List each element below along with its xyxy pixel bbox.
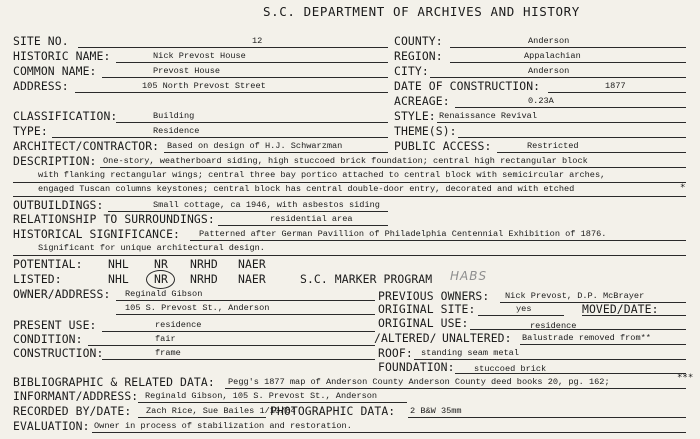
description-label: DESCRIPTION:	[13, 154, 97, 168]
unaltered-line	[520, 344, 686, 345]
common-name-value: Prevost House	[153, 66, 221, 76]
listed-nr-circle	[146, 270, 175, 289]
evaluation-line	[92, 432, 686, 433]
classification-line	[116, 122, 388, 123]
city-value: Anderson	[528, 66, 570, 76]
region-label: REGION:	[394, 49, 443, 63]
previous-owners-label: PREVIOUS OWNERS:	[378, 289, 490, 303]
historical-significance-label: HISTORICAL SIGNIFICANCE:	[13, 227, 180, 241]
bibliographic-line	[225, 388, 686, 389]
style-label: STYLE:	[394, 109, 436, 123]
date-of-construction-line	[548, 92, 686, 93]
region-line	[450, 62, 686, 63]
owner-name-value: Reginald Gibson	[125, 289, 203, 299]
photographic-data-label: PHOTOGRAPHIC DATA:	[270, 404, 396, 418]
description-footnote-mark: *	[680, 183, 686, 193]
themes-line	[458, 137, 686, 138]
recorded-by-label: RECORDED BY/DATE:	[13, 404, 132, 418]
acreage-line	[455, 107, 686, 108]
site-no-value: 12	[252, 36, 263, 46]
historical-significance-rule-2	[13, 255, 686, 256]
outbuildings-value: Small cottage, ca 1946, with asbestos siding	[153, 200, 380, 210]
relationship-line	[218, 225, 388, 226]
type-value: Residence	[153, 126, 200, 136]
type-line	[52, 137, 388, 138]
architect-value: Based on design of H.J. Schwarzman	[167, 141, 343, 151]
county-value: Anderson	[528, 36, 570, 46]
bibliographic-value: Pegg's 1877 map of Anderson County Anderson County deed books 20, pg. 162;	[228, 377, 610, 387]
site-no-line	[78, 47, 388, 48]
original-use-value: residence	[530, 321, 577, 331]
condition-value: fair	[155, 334, 176, 344]
construction-value: frame	[155, 348, 181, 358]
bibliographic-label: BIBLIOGRAPHIC & RELATED DATA:	[13, 375, 215, 389]
condition-label: CONDITION:	[13, 332, 83, 346]
owner-address-value: 105 S. Prevost St., Anderson	[125, 303, 270, 313]
original-use-label: ORIGINAL USE:	[378, 316, 469, 330]
relationship-label: RELATIONSHIP TO SURROUNDINGS:	[13, 212, 215, 226]
moved-date-line	[582, 315, 686, 316]
previous-owners-value: Nick Prevost, D.P. McBrayer	[505, 291, 645, 301]
owner-address-line-1	[116, 300, 375, 301]
address-label: ADDRESS:	[13, 79, 69, 93]
type-label: TYPE:	[13, 124, 48, 138]
habs-handwritten-note: HABS	[450, 269, 488, 283]
listed-nrhd: NRHD	[190, 272, 218, 286]
city-line	[430, 77, 686, 78]
altered-label: /ALTERED/	[374, 331, 437, 345]
listed-label: LISTED:	[13, 272, 62, 286]
address-value: 105 North Prevost Street	[142, 81, 266, 91]
outbuildings-label: OUTBUILDINGS:	[13, 198, 104, 212]
listed-nr: NR	[154, 272, 168, 286]
relationship-value: residential area	[270, 214, 353, 224]
roof-line	[414, 359, 686, 360]
city-label: CITY:	[394, 64, 429, 78]
potential-label: POTENTIAL:	[13, 257, 83, 271]
recorded-by-value: Zach Rice, Sue Bailes 1/13/84	[146, 406, 296, 416]
date-of-construction-label: DATE OF CONSTRUCTION:	[394, 79, 541, 93]
region-value: Appalachian	[524, 51, 581, 61]
present-use-value: residence	[155, 320, 202, 330]
description-line-1: One-story, weatherboard siding, high stuccoed brick foundation; central high rectangular block	[103, 156, 588, 166]
common-name-line	[102, 77, 388, 78]
foundation-value: stuccoed brick	[474, 364, 547, 374]
style-line	[437, 122, 686, 123]
themes-label: THEME(S):	[394, 124, 457, 138]
present-use-line	[102, 331, 375, 332]
description-rule-1	[100, 167, 686, 168]
description-rule-2	[13, 182, 686, 183]
description-rule-3	[13, 196, 686, 197]
public-access-line	[497, 152, 686, 153]
common-name-label: COMMON NAME:	[13, 64, 97, 78]
county-label: COUNTY:	[394, 34, 443, 48]
site-no-label: SITE NO.	[13, 34, 69, 48]
construction-line	[102, 359, 375, 360]
potential-nhl: NHL	[108, 257, 129, 271]
bibliographic-footnote-mark: ***	[677, 373, 694, 383]
historic-name-label: HISTORIC NAME:	[13, 49, 111, 63]
original-site-line	[478, 315, 564, 316]
county-line	[450, 47, 686, 48]
acreage-value: 0.23A	[528, 96, 554, 106]
description-line-2: with flanking rectangular wings; central three bay portico attached to central block with semicircular arches,	[38, 170, 606, 180]
architect-label: ARCHITECT/CONTRACTOR:	[13, 139, 160, 153]
historical-significance-rule-1	[190, 240, 686, 241]
owner-address-line-2	[116, 314, 375, 315]
historical-significance-line-1: Patterned after German Pavillion of Philadelphia Centennial Exhibition of 1876.	[199, 229, 607, 239]
style-value: Renaissance Revival	[439, 111, 537, 121]
informant-line	[138, 402, 407, 403]
original-site-value: yes	[516, 304, 532, 314]
historical-significance-line-2: Significant for unique architectural design.	[38, 243, 265, 253]
acreage-label: ACREAGE:	[394, 94, 450, 108]
description-line-3: engaged Tuscan columns keystones; central block has central double-door entry, decorated and with etched	[38, 184, 575, 194]
owner-address-label: OWNER/ADDRESS:	[13, 287, 111, 301]
listed-naer: NAER	[238, 272, 266, 286]
date-of-construction-value: 1877	[605, 81, 626, 91]
classification-label: CLASSIFICATION:	[13, 109, 118, 123]
classification-value: Building	[153, 111, 195, 121]
address-line	[75, 92, 388, 93]
potential-naer: NAER	[238, 257, 266, 271]
potential-nr: NR	[154, 257, 168, 271]
roof-value: standing seam metal	[421, 348, 519, 358]
architect-line	[164, 152, 388, 153]
original-use-line	[470, 329, 686, 330]
unaltered-label: UNALTERED:	[442, 331, 512, 345]
public-access-value: Restricted	[527, 141, 579, 151]
present-use-label: PRESENT USE:	[13, 318, 97, 332]
sc-marker-program: S.C. MARKER PROGRAM	[300, 272, 433, 286]
condition-line	[88, 345, 375, 346]
potential-nrhd: NRHD	[190, 257, 218, 271]
photographic-data-line	[408, 417, 686, 418]
roof-label: ROOF:	[378, 346, 413, 360]
evaluation-label: EVALUATION:	[13, 419, 90, 433]
historic-name-line	[116, 62, 388, 63]
recorded-by-line	[138, 417, 266, 418]
form-title: S.C. DEPARTMENT OF ARCHIVES AND HISTORY	[263, 4, 580, 19]
informant-value: Reginald Gibson, 105 S. Prevost St., Anderson	[145, 391, 378, 401]
photographic-data-value: 2 B&W 35mm	[410, 406, 462, 416]
historic-name-value: Nick Prevost House	[153, 51, 246, 61]
informant-label: INFORMANT/ADDRESS:	[13, 389, 139, 403]
moved-date-label: MOVED/DATE:	[582, 302, 659, 316]
unaltered-value: Balustrade removed from**	[522, 333, 651, 343]
listed-nhl: NHL	[108, 272, 129, 286]
foundation-label: FOUNDATION:	[378, 360, 455, 374]
evaluation-value: Owner in process of stabilization and restoration.	[94, 421, 352, 431]
public-access-label: PUBLIC ACCESS:	[394, 139, 492, 153]
construction-label: CONSTRUCTION:	[13, 346, 104, 360]
original-site-label: ORIGINAL SITE:	[378, 302, 476, 316]
